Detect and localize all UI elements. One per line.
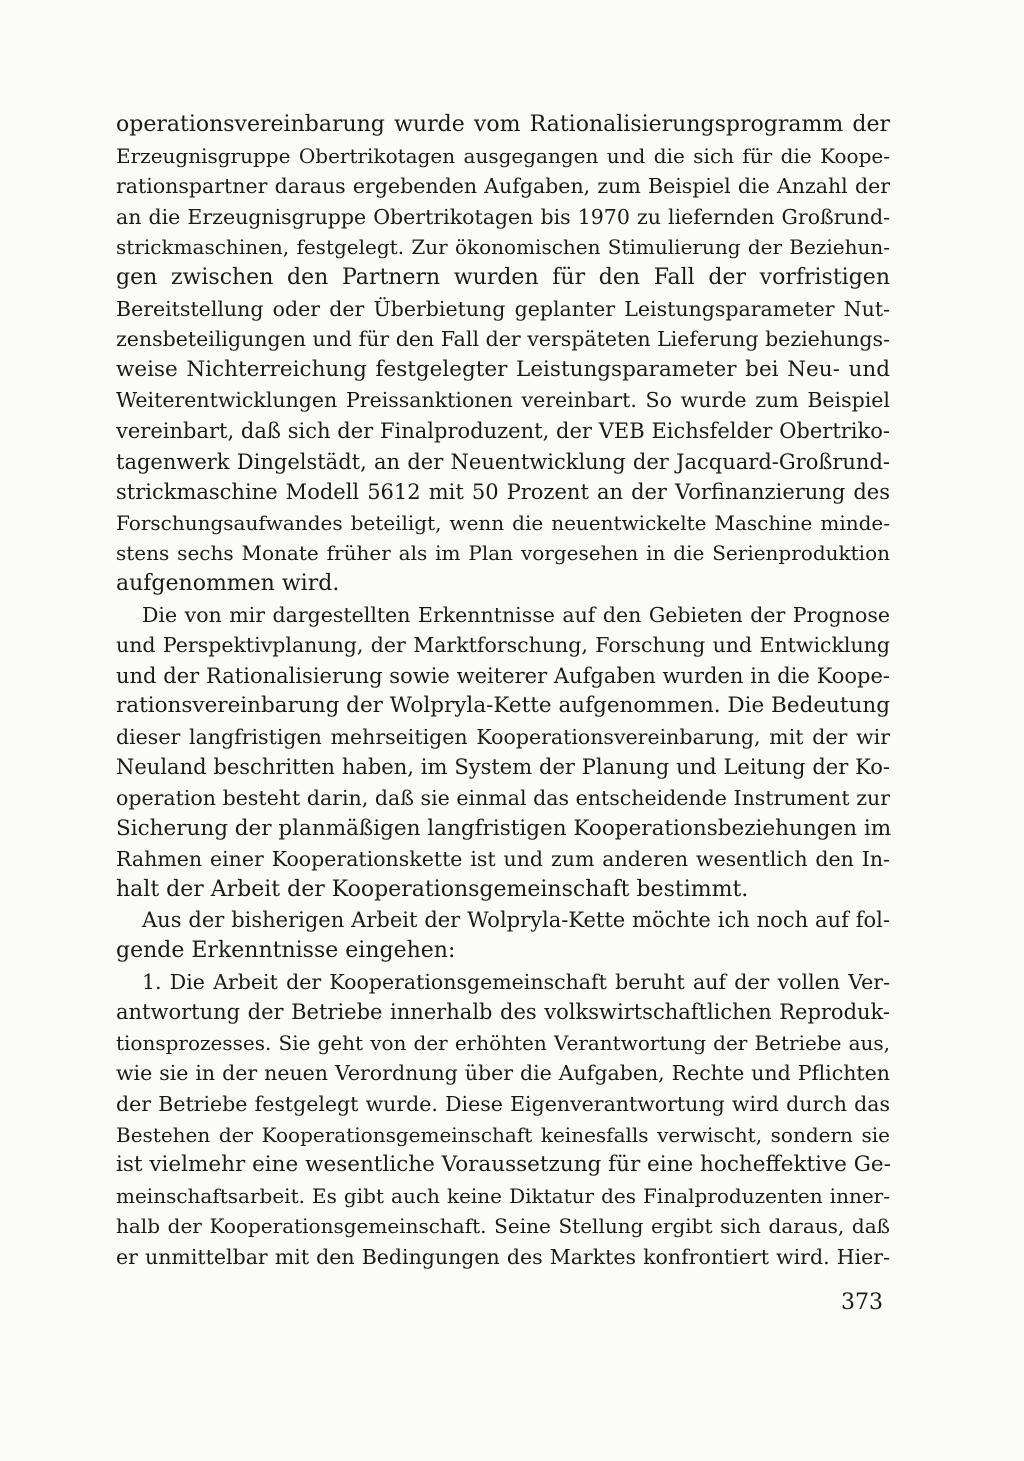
text-line: Weiterentwicklungen Preissanktionen vereinbart. So wurde zum Beispiel [116,388,890,413]
text-line: und Perspektivplanung, der Marktforschung, Forschung und Entwicklung [116,633,890,658]
text-line: strickmaschine Modell 5612 mit 50 Prozent an der Vorfinanzierung des [116,480,890,505]
text-line: strickmaschinen, festgelegt. Zur ökonomischen Stimulierung der Beziehun- [116,235,890,260]
text-line: gen zwischen den Partnern wurden für den Fall der vorfristigen [116,264,890,290]
text-line: 1. Die Arbeit der Kooperationsgemeinschaft beruht auf der vollen Ver- [142,969,890,994]
text-line: tionsprozesses. Sie geht von der erhöhten Verantwortung der Betriebe aus, [116,1030,890,1055]
text-line: Die von mir dargestellten Erkenntnisse auf den Gebieten der Prognose [142,602,890,627]
page-number: 373 [841,1290,883,1315]
text-line: Sicherung der planmäßigen langfristigen Kooperationsbeziehungen im [116,815,892,841]
text-line: er unmittelbar mit den Bedingungen des Marktes konfrontiert wird. Hier- [116,1244,890,1269]
text-line: und der Rationalisierung sowie weiterer Aufgaben wurden in die Koope- [116,663,890,688]
text-line: aufgenommen wird. [116,570,340,596]
text-line: operation besteht darin, daß sie einmal das entscheidende Instrument zur [116,786,890,811]
text-line: rationsvereinbarung der Wolpryla-Kette aufgenommen. Die Bedeutung [116,693,890,719]
text-line: halt der Arbeit der Kooperationsgemeinschaft bestimmt. [116,876,749,902]
body-text [116,110,890,1273]
text-line: wie sie in der neuen Verordnung über die Aufgaben, Rechte und Pflichten [116,1061,890,1086]
text-line: gende Erkenntnisse eingehen: [116,938,456,964]
text-line: Aus der bisherigen Arbeit der Wolpryla-Kette möchte ich noch auf fol- [142,908,890,933]
text-line: der Betriebe festgelegt wurde. Diese Eigenverantwortung wird durch das [116,1092,890,1116]
text-line: ist vielmehr eine wesentliche Voraussetzung für eine hocheffektive Ge- [116,1152,891,1178]
text-line: stens sechs Monate früher als im Plan vorgesehen in die Serienproduktion [116,541,890,566]
text-line: Rahmen einer Kooperationskette ist und zum anderen wesentlich den In- [116,847,890,872]
text-line: Neuland beschritten haben, im System der Planung und Leitung der Ko- [116,755,890,780]
text-line: antwortung der Betriebe innerhalb des volkswirtschaftlichen Reproduk- [116,1000,890,1025]
text-line: weise Nichterreichung festgelegter Leistungsparameter bei Neu- und [116,356,890,382]
text-line: vereinbart, daß sich der Finalproduzent, der VEB Eichsfelder Obertriko- [116,418,890,443]
text-line: halb der Kooperationsgemeinschaft. Seine Stellung ergibt sich daraus, daß [116,1214,890,1239]
text-line: rationspartner daraus ergebenden Aufgaben, zum Beispiel die Anzahl der [116,174,890,199]
text-line: operationsvereinbarung wurde vom Rationalisierungsprogramm der [116,112,890,137]
text-line: meinschaftsarbeit. Es gibt auch keine Diktatur des Finalproduzenten inner- [116,1183,890,1208]
text-line: Bereitstellung oder der Überbietung geplanter Leistungsparameter Nut- [116,296,890,321]
text-line: dieser langfristigen mehrseitigen Kooperationsvereinbarung, mit der wir [116,724,890,749]
text-line: an die Erzeugnisgruppe Obertrikotagen bis 1970 zu liefernden Großrund- [116,204,890,229]
text-line: Erzeugnisgruppe Obertrikotagen ausgegangen und die sich für die Koope- [116,143,890,168]
text-line: Forschungsaufwandes beteiligt, wenn die neuentwickelte Maschine minde- [116,510,890,535]
text-line: zensbeteiligungen und für den Fall der verspäteten Lieferung beziehungs- [116,327,890,352]
text-line: Bestehen der Kooperationsgemeinschaft keinesfalls verwischt, sondern sie [116,1122,890,1147]
text-line: tagenwerk Dingelstädt, an der Neuentwicklung der Jacquard-Großrund- [116,449,890,474]
